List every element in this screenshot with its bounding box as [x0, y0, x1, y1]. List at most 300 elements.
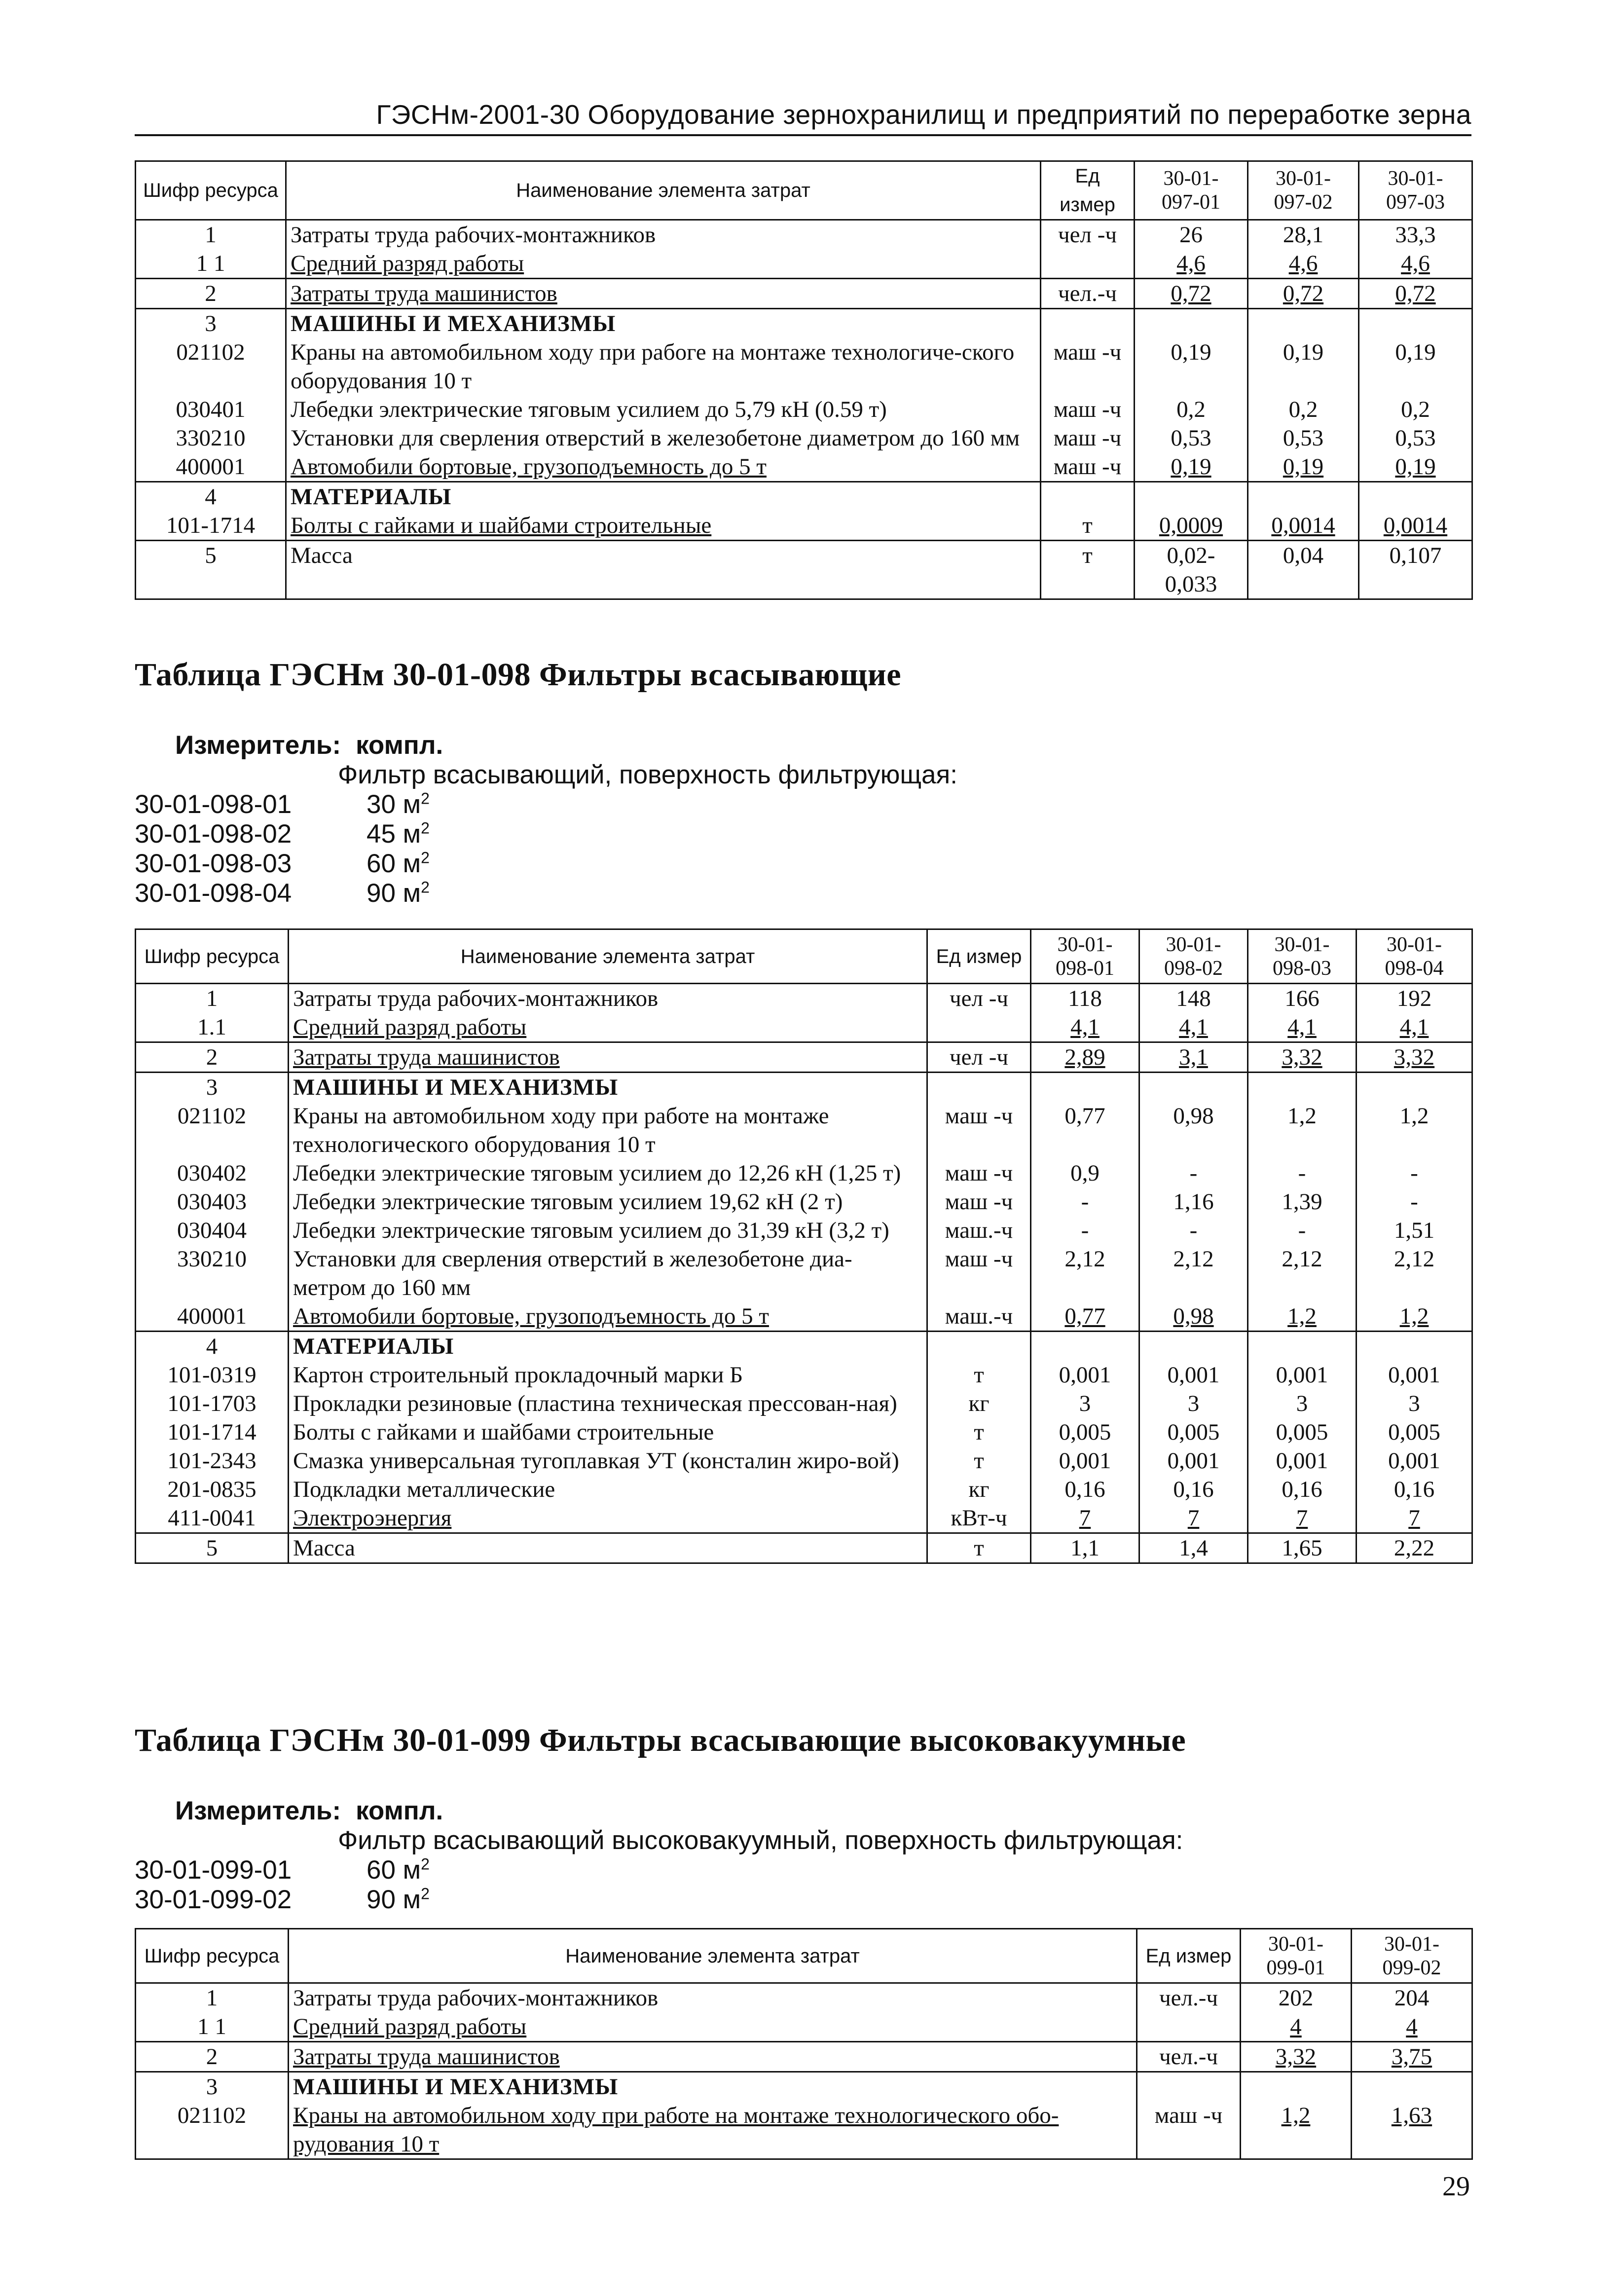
- norm-value: 2,12: [1139, 1245, 1248, 1302]
- table-row: [136, 2072, 1472, 2102]
- table-row: [136, 1102, 1472, 1159]
- table-row: [136, 338, 1472, 395]
- norm-value: [1135, 482, 1248, 512]
- resource-code: 3: [136, 309, 286, 338]
- table-row: [136, 1013, 1472, 1042]
- resource-name: Затраты труда машинистов: [286, 279, 1041, 309]
- table-row: [136, 1475, 1472, 1504]
- resource-table-099: [135, 1928, 1473, 2160]
- resource-name: Затраты труда машинистов: [289, 2042, 1137, 2072]
- variant-item: [135, 878, 430, 908]
- header-unit: Ед измер: [1041, 161, 1135, 220]
- norm-value: 0,16: [1031, 1475, 1139, 1504]
- resource-unit: кг: [927, 1389, 1031, 1418]
- norm-value: 0,72: [1248, 279, 1359, 309]
- table-row: [136, 2042, 1472, 2072]
- resource-name: Установки для сверления отверстий в железобетоне диаметром до 160 мм: [286, 424, 1041, 452]
- resource-code: 101-1714: [136, 511, 286, 541]
- resource-code: 2: [136, 2042, 289, 2072]
- norm-value: 0,001: [1139, 1446, 1248, 1475]
- norm-value: 0,0009: [1135, 511, 1248, 541]
- resource-name: Автомобили бортовые, грузоподъемность до 5 т: [289, 1302, 927, 1332]
- resource-code: 330210: [136, 424, 286, 452]
- variant-value: 60 м: [367, 1855, 421, 1885]
- norm-value: 0,19: [1359, 338, 1472, 395]
- resource-unit: [927, 1073, 1031, 1102]
- resource-name: МАТЕРИАЛЫ: [289, 1332, 927, 1361]
- table-row: [136, 1361, 1472, 1389]
- resource-name: Затраты труда машинистов: [289, 1042, 927, 1073]
- table-row: [136, 541, 1472, 599]
- resource-unit: т: [927, 1361, 1031, 1389]
- norm-value: 1,39: [1248, 1187, 1357, 1216]
- norm-value: 0,2: [1359, 395, 1472, 424]
- header-norm-code: 30-01- 099-01: [1241, 1929, 1352, 1983]
- norm-value: [1135, 309, 1248, 338]
- resource-name: Лебедки электрические тяговым усилием до 31,39 кН (3,2 т): [289, 1216, 927, 1245]
- header-code: Шифр ресурса: [136, 1929, 289, 1983]
- resource-code: 400001: [136, 452, 286, 482]
- running-header-title: ГЭСНм-2001-30 Оборудование зернохранилищ и предприятий по переработке зерна: [376, 99, 1471, 130]
- resource-unit: маш -ч: [1041, 395, 1135, 424]
- norm-value: 0,001: [1139, 1361, 1248, 1389]
- variant-description-099: Фильтр всасывающий высоковакуумный, поверхность фильтрующая:: [338, 1826, 1183, 1855]
- resource-code: 101-0319: [136, 1361, 289, 1389]
- norm-value: 0,19: [1359, 452, 1472, 482]
- variant-code: 30-01-098-01: [135, 790, 292, 819]
- resource-code: 4: [136, 1332, 289, 1361]
- resource-code: 1: [136, 220, 286, 250]
- table-row: [136, 452, 1472, 482]
- norm-value: 0,98: [1139, 1302, 1248, 1332]
- norm-value: 2,12: [1357, 1245, 1472, 1302]
- variant-code: 30-01-098-02: [135, 819, 292, 849]
- norm-value: 4: [1352, 2012, 1472, 2042]
- resource-name: Краны на автомобильном ходу при работе на монтаже технологического обо-рудования 10 т: [289, 2101, 1137, 2159]
- resource-code: 1.1: [136, 1013, 289, 1042]
- header-norm-code: 30-01- 099-02: [1352, 1929, 1472, 1983]
- resource-name: Лебедки электрические тяговым усилием до 5,79 кН (0.59 т): [286, 395, 1041, 424]
- header-norm-code: 30-01- 097-03: [1359, 161, 1472, 220]
- table-row: [136, 1418, 1472, 1446]
- header-name: Наименование элемента затрат: [286, 161, 1041, 220]
- norm-value: 0,16: [1248, 1475, 1357, 1504]
- resource-unit: маш -ч: [1137, 2101, 1241, 2159]
- resource-name: Средний разряд работы: [289, 2012, 1137, 2042]
- norm-value: 204: [1352, 1983, 1472, 2013]
- header-norm-code: 30-01- 097-02: [1248, 161, 1359, 220]
- norm-value: 1,65: [1248, 1533, 1357, 1563]
- resource-name: Болты с гайками и шайбами строительные: [289, 1418, 927, 1446]
- norm-value: 4,1: [1139, 1013, 1248, 1042]
- norm-value: 0,001: [1248, 1361, 1357, 1389]
- variant-code: 30-01-098-04: [135, 879, 292, 908]
- norm-value: 2,89: [1031, 1042, 1139, 1073]
- norm-value: 1,2: [1241, 2101, 1352, 2159]
- variant-exponent: 2: [421, 789, 430, 808]
- header-code: Шифр ресурса: [136, 929, 289, 984]
- resource-unit: маш -ч: [927, 1159, 1031, 1187]
- header-unit: Ед измер: [927, 929, 1031, 984]
- resource-code: 330210: [136, 1245, 289, 1302]
- resource-name: Масса: [286, 541, 1041, 599]
- variant-value: 90 м: [367, 879, 421, 908]
- resource-code: 5: [136, 1533, 289, 1563]
- norm-value: 1,2: [1248, 1102, 1357, 1159]
- norm-value: 1,4: [1139, 1533, 1248, 1563]
- resource-code: 101-1714: [136, 1418, 289, 1446]
- norm-value: 0,19: [1248, 452, 1359, 482]
- resource-code: 030401: [136, 395, 286, 424]
- norm-value: 2,12: [1248, 1245, 1357, 1302]
- norm-value: 0,72: [1135, 279, 1248, 309]
- norm-value: [1031, 1073, 1139, 1102]
- resource-table-097: [135, 160, 1473, 600]
- resource-name: Прокладки резиновые (пластина техническая прессован-ная): [289, 1389, 927, 1418]
- variant-code: 30-01-099-01: [135, 1855, 292, 1885]
- table-row: [136, 1983, 1472, 2013]
- table-row: [136, 1159, 1472, 1187]
- norm-value: [1357, 1073, 1472, 1102]
- measure-unit-099: [175, 1796, 443, 1826]
- norm-value: 3: [1357, 1389, 1472, 1418]
- variant-item: [135, 849, 430, 879]
- measure-unit-098: [175, 730, 443, 760]
- variant-item: [135, 1855, 430, 1885]
- header-row: [136, 929, 1472, 984]
- norm-value: 2,12: [1031, 1245, 1139, 1302]
- resource-name: Установки для сверления отверстий в железобетоне диа-метром до 160 мм: [289, 1245, 927, 1302]
- norm-value: 0,001: [1031, 1446, 1139, 1475]
- resource-name: Средний разряд работы: [289, 1013, 927, 1042]
- norm-value: 3,1: [1139, 1042, 1248, 1073]
- resource-code: 3: [136, 1073, 289, 1102]
- measure-unit-label: Измеритель:: [175, 1796, 341, 1825]
- resource-unit: т: [927, 1533, 1031, 1563]
- resource-code: 030404: [136, 1216, 289, 1245]
- resource-name: МАТЕРИАЛЫ: [286, 482, 1041, 512]
- resource-unit: чел.-ч: [1137, 1983, 1241, 2013]
- norm-value: 0,107: [1359, 541, 1472, 599]
- header-norm-code: 30-01- 098-01: [1031, 929, 1139, 984]
- norm-value: 0,53: [1359, 424, 1472, 452]
- table-row: [136, 309, 1472, 338]
- norm-value: [1248, 1332, 1357, 1361]
- norm-value: 3,75: [1352, 2042, 1472, 2072]
- variant-exponent: 2: [421, 878, 430, 896]
- resource-unit: [927, 1013, 1031, 1042]
- norm-value: 0,19: [1135, 452, 1248, 482]
- variant-value: 60 м: [367, 849, 421, 878]
- table-row: [136, 1042, 1472, 1073]
- measure-unit-value: компл.: [356, 1796, 443, 1825]
- resource-name: Смазка универсальная тугоплавкая УТ (консталин жиро-вой): [289, 1446, 927, 1475]
- norm-value: 0,005: [1139, 1418, 1248, 1446]
- resource-unit: маш -ч: [1041, 338, 1135, 395]
- resource-code: 1: [136, 984, 289, 1013]
- norm-value: 1,16: [1139, 1187, 1248, 1216]
- table-row: [136, 1389, 1472, 1418]
- norm-value: 0,001: [1248, 1446, 1357, 1475]
- resource-unit: [1041, 249, 1135, 279]
- resource-unit: [927, 1332, 1031, 1361]
- norm-value: 33,3: [1359, 220, 1472, 250]
- resource-code: 021102: [136, 1102, 289, 1159]
- norm-value: 7: [1139, 1504, 1248, 1533]
- resource-name: Затраты труда рабочих-монтажников: [289, 984, 927, 1013]
- norm-value: -: [1248, 1216, 1357, 1245]
- norm-value: 4,1: [1031, 1013, 1139, 1042]
- resource-code: 021102: [136, 2101, 289, 2159]
- norm-value: 4,6: [1248, 249, 1359, 279]
- norm-value: 3: [1248, 1389, 1357, 1418]
- norm-value: [1139, 1073, 1248, 1102]
- resource-code: 2: [136, 1042, 289, 1073]
- norm-value: 202: [1241, 1983, 1352, 2013]
- variant-exponent: 2: [421, 819, 430, 837]
- table-row: [136, 2101, 1472, 2159]
- resource-unit: чел -ч: [1041, 220, 1135, 250]
- table-row: [136, 1302, 1472, 1332]
- norm-value: 0,2: [1135, 395, 1248, 424]
- norm-value: -: [1357, 1159, 1472, 1187]
- resource-name: Краны на автомобильном ходу при работе на монтаже технологического оборудования 10 т: [289, 1102, 927, 1159]
- norm-value: [1241, 2072, 1352, 2102]
- table-row: [136, 1533, 1472, 1563]
- variant-item: [135, 819, 430, 849]
- variant-exponent: 2: [421, 1855, 430, 1873]
- table-row: [136, 279, 1472, 309]
- variant-value: 30 м: [367, 790, 421, 819]
- variant-value: 90 м: [367, 1885, 421, 1914]
- norm-value: 0,005: [1031, 1418, 1139, 1446]
- header-code: Шифр ресурса: [136, 161, 286, 220]
- variant-exponent: 2: [421, 849, 430, 867]
- norm-value: [1248, 482, 1359, 512]
- header-row: [136, 1929, 1472, 1983]
- resource-name: Лебедки электрические тяговым усилием до 12,26 кН (1,25 т): [289, 1159, 927, 1187]
- norm-value: 0,72: [1359, 279, 1472, 309]
- table-row: [136, 395, 1472, 424]
- resource-unit: [1041, 309, 1135, 338]
- resource-unit: [1137, 2072, 1241, 2102]
- norm-value: -: [1248, 1159, 1357, 1187]
- table-row: [136, 1073, 1472, 1102]
- resource-code: 021102: [136, 338, 286, 395]
- norm-value: 4,1: [1248, 1013, 1357, 1042]
- resource-unit: чел.-ч: [1137, 2042, 1241, 2072]
- norm-value: 0,04: [1248, 541, 1359, 599]
- norm-value: 166: [1248, 984, 1357, 1013]
- header-name: Наименование элемента затрат: [289, 929, 927, 984]
- header-name: Наименование элемента затрат: [289, 1929, 1137, 1983]
- resource-unit: кВт-ч: [927, 1504, 1031, 1533]
- norm-value: 3: [1139, 1389, 1248, 1418]
- resource-unit: маш -ч: [927, 1102, 1031, 1159]
- table-row: [136, 220, 1472, 250]
- norm-value: -: [1139, 1216, 1248, 1245]
- resource-code: 030402: [136, 1159, 289, 1187]
- norm-value: 2,22: [1357, 1533, 1472, 1563]
- resource-unit: маш -ч: [1041, 424, 1135, 452]
- norm-value: 0,0014: [1248, 511, 1359, 541]
- norm-value: 28,1: [1248, 220, 1359, 250]
- resource-code: 030403: [136, 1187, 289, 1216]
- norm-value: 0,77: [1031, 1102, 1139, 1159]
- resource-table-098: [135, 928, 1473, 1564]
- norm-value: 1,63: [1352, 2101, 1472, 2159]
- resource-unit: т: [1041, 511, 1135, 541]
- norm-value: 1,2: [1357, 1302, 1472, 1332]
- norm-value: 0,001: [1031, 1361, 1139, 1389]
- resource-code: 411-0041: [136, 1504, 289, 1533]
- variant-item: [135, 1885, 430, 1915]
- norm-value: 0,2: [1248, 395, 1359, 424]
- resource-name: Картон строительный прокладочный марки Б: [289, 1361, 927, 1389]
- norm-value: 4,1: [1357, 1013, 1472, 1042]
- resource-code: 3: [136, 2072, 289, 2102]
- table-row: [136, 1504, 1472, 1533]
- resource-name: МАШИНЫ И МЕХАНИЗМЫ: [289, 1073, 927, 1102]
- norm-value: 1,51: [1357, 1216, 1472, 1245]
- resource-name: Затраты труда рабочих-монтажников: [289, 1983, 1137, 2013]
- norm-value: 1,1: [1031, 1533, 1139, 1563]
- norm-value: [1357, 1332, 1472, 1361]
- section-title-098: Таблица ГЭСНм 30-01-098 Фильтры всасывающие: [135, 657, 902, 693]
- table-row: [136, 1216, 1472, 1245]
- norm-value: 4: [1241, 2012, 1352, 2042]
- norm-value: 0,16: [1357, 1475, 1472, 1504]
- norm-value: 0,53: [1248, 424, 1359, 452]
- norm-value: 0,001: [1357, 1446, 1472, 1475]
- norm-value: 3,32: [1241, 2042, 1352, 2072]
- norm-value: -: [1031, 1216, 1139, 1245]
- variant-item: [135, 789, 430, 819]
- header-norm-code: 30-01- 098-04: [1357, 929, 1472, 984]
- resource-unit: маш -ч: [927, 1187, 1031, 1216]
- resource-unit: т: [927, 1446, 1031, 1475]
- resource-name: Средний разряд работы: [286, 249, 1041, 279]
- table-row: [136, 1187, 1472, 1216]
- norm-value: -: [1031, 1187, 1139, 1216]
- norm-value: 1,2: [1248, 1302, 1357, 1332]
- table-row: [136, 2012, 1472, 2042]
- norm-value: [1139, 1332, 1248, 1361]
- norm-value: 7: [1031, 1504, 1139, 1533]
- norm-value: 0,001: [1357, 1361, 1472, 1389]
- norm-value: 192: [1357, 984, 1472, 1013]
- resource-code: 4: [136, 482, 286, 512]
- norm-value: 3,32: [1248, 1042, 1357, 1073]
- measure-unit-value: компл.: [356, 731, 443, 760]
- resource-code: 101-1703: [136, 1389, 289, 1418]
- variant-exponent: 2: [421, 1885, 430, 1903]
- variant-value: 45 м: [367, 819, 421, 849]
- norm-value: 0,9: [1031, 1159, 1139, 1187]
- resource-name: Электроэнергия: [289, 1504, 927, 1533]
- norm-value: 26: [1135, 220, 1248, 250]
- resource-code: 1 1: [136, 2012, 289, 2042]
- table-row: [136, 424, 1472, 452]
- resource-code: 1: [136, 1983, 289, 2013]
- norm-value: 0,005: [1248, 1418, 1357, 1446]
- resource-name: МАШИНЫ И МЕХАНИЗМЫ: [286, 309, 1041, 338]
- norm-value: 0,98: [1139, 1102, 1248, 1159]
- resource-name: Масса: [289, 1533, 927, 1563]
- norm-value: 0,005: [1357, 1418, 1472, 1446]
- resource-name: Автомобили бортовые, грузоподъемность до 5 т: [286, 452, 1041, 482]
- norm-value: 4,6: [1359, 249, 1472, 279]
- norm-value: 0,02- 0,033: [1135, 541, 1248, 599]
- resource-code: 2: [136, 279, 286, 309]
- resource-unit: чел.-ч: [1041, 279, 1135, 309]
- resource-code: 5: [136, 541, 286, 599]
- variant-code: 30-01-099-02: [135, 1885, 292, 1914]
- header-row: [136, 161, 1472, 220]
- norm-value: -: [1357, 1187, 1472, 1216]
- norm-value: [1031, 1332, 1139, 1361]
- running-header: [135, 97, 1471, 136]
- resource-unit: маш.-ч: [927, 1216, 1031, 1245]
- resource-code: 201-0835: [136, 1475, 289, 1504]
- resource-code: 400001: [136, 1302, 289, 1332]
- norm-value: 1,2: [1357, 1102, 1472, 1159]
- norm-value: [1359, 309, 1472, 338]
- table-row: [136, 1446, 1472, 1475]
- table-row: [136, 1245, 1472, 1302]
- norm-value: 118: [1031, 984, 1139, 1013]
- table-row: [136, 1332, 1472, 1361]
- resource-name: Затраты труда рабочих-монтажников: [286, 220, 1041, 250]
- resource-name: Краны на автомобильном ходу при рабоге на монтаже технологиче-ского оборудования 10 т: [286, 338, 1041, 395]
- norm-value: 0,19: [1248, 338, 1359, 395]
- header-norm-code: 30-01- 097-01: [1135, 161, 1248, 220]
- norm-value: 0,53: [1135, 424, 1248, 452]
- norm-value: 0,77: [1031, 1302, 1139, 1332]
- resource-code: 1 1: [136, 249, 286, 279]
- section-title-099: Таблица ГЭСНм 30-01-099 Фильтры всасывающие высоковакуумные: [135, 1722, 1186, 1758]
- measure-unit-label: Измеритель:: [175, 731, 341, 760]
- resource-unit: [1137, 2012, 1241, 2042]
- resource-name: МАШИНЫ И МЕХАНИЗМЫ: [289, 2072, 1137, 2102]
- header-norm-code: 30-01- 098-03: [1248, 929, 1357, 984]
- resource-unit: т: [1041, 541, 1135, 599]
- norm-value: 148: [1139, 984, 1248, 1013]
- resource-unit: кг: [927, 1475, 1031, 1504]
- norm-value: 0,16: [1139, 1475, 1248, 1504]
- norm-value: 3,32: [1357, 1042, 1472, 1073]
- resource-unit: маш.-ч: [927, 1302, 1031, 1332]
- resource-name: Подкладки металлические: [289, 1475, 927, 1504]
- norm-value: 4,6: [1135, 249, 1248, 279]
- table-row: [136, 249, 1472, 279]
- norm-value: -: [1139, 1159, 1248, 1187]
- norm-value: 7: [1248, 1504, 1357, 1533]
- variant-description-098: Фильтр всасывающий, поверхность фильтрующая:: [338, 760, 957, 789]
- resource-unit: т: [927, 1418, 1031, 1446]
- norm-value: [1359, 482, 1472, 512]
- resource-unit: чел -ч: [927, 984, 1031, 1013]
- norm-value: 3: [1031, 1389, 1139, 1418]
- header-unit: Ед измер: [1137, 1929, 1241, 1983]
- norm-value: [1352, 2072, 1472, 2102]
- norm-value: 0,0014: [1359, 511, 1472, 541]
- resource-unit: маш -ч: [1041, 452, 1135, 482]
- resource-unit: маш -ч: [927, 1245, 1031, 1302]
- header-norm-code: 30-01- 098-02: [1139, 929, 1248, 984]
- table-row: [136, 984, 1472, 1013]
- norm-value: [1248, 1073, 1357, 1102]
